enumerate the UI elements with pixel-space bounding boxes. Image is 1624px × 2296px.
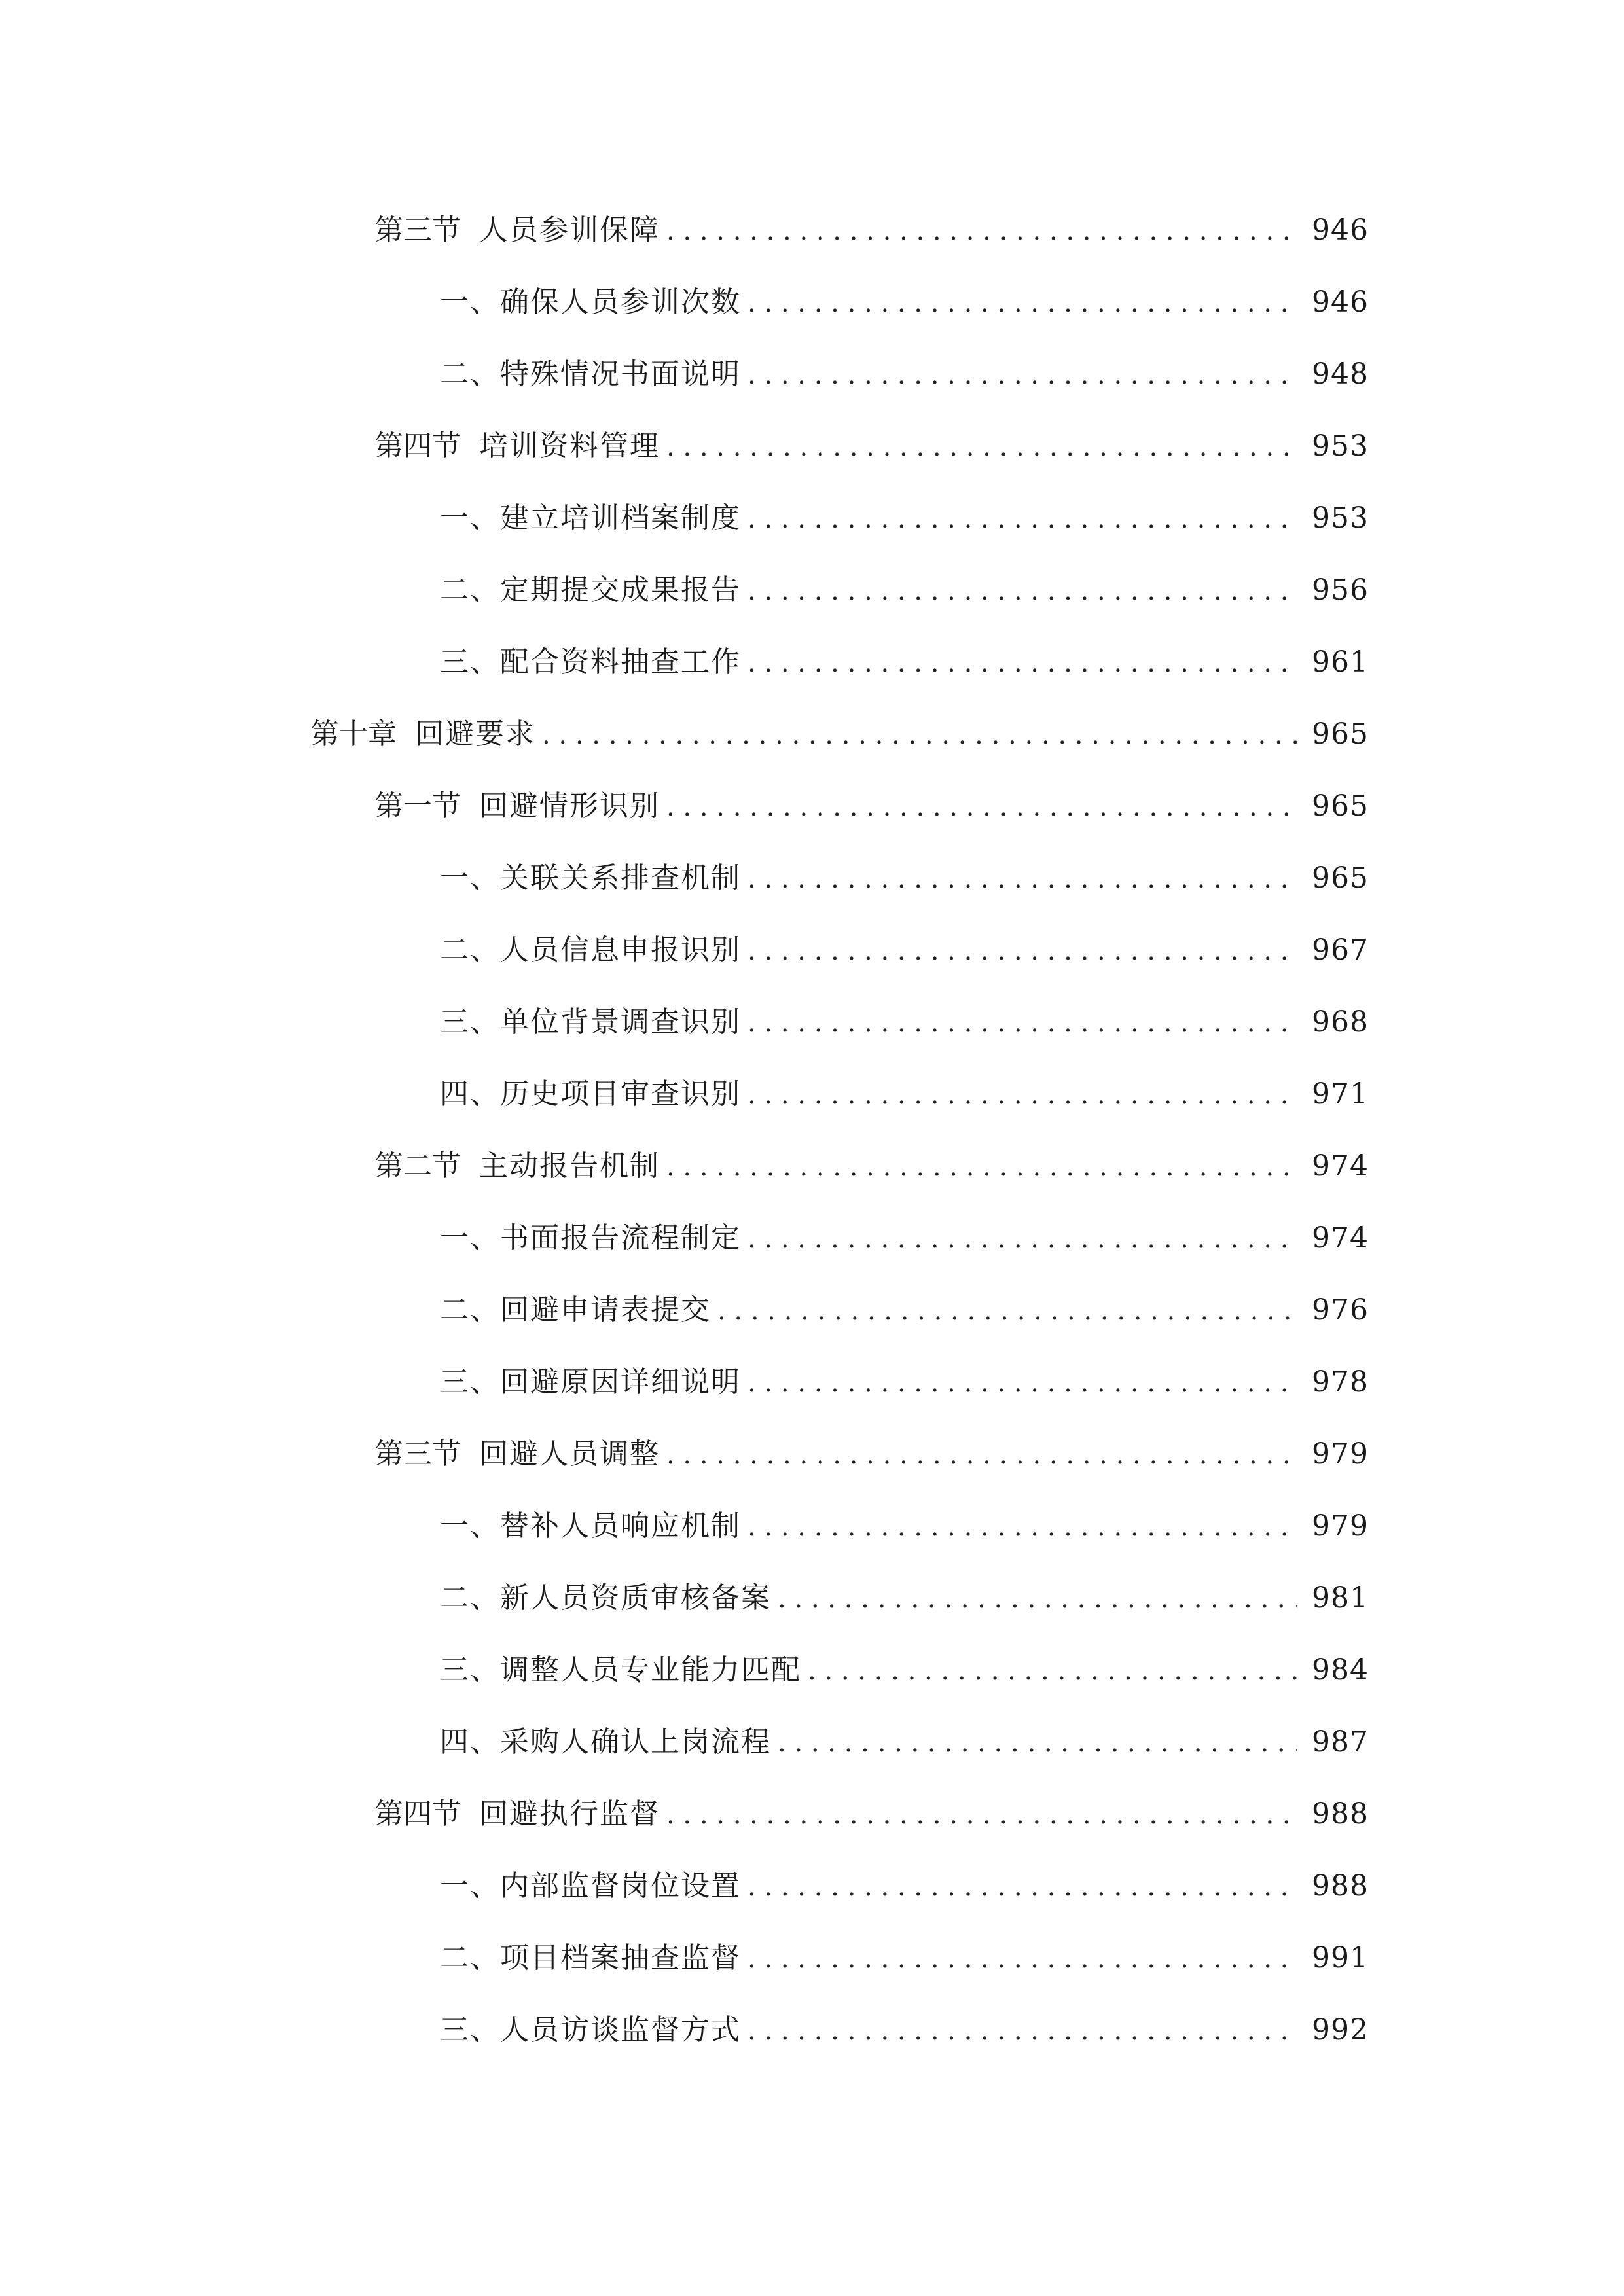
toc-entry[interactable] — [0, 195, 1624, 267]
toc-entry-title: 培训资料管理 — [479, 429, 660, 463]
toc-entry-page: 965 — [1312, 789, 1369, 823]
toc-entry[interactable] — [0, 987, 1624, 1059]
toc-entry[interactable] — [0, 699, 1624, 771]
toc-entry-page: 971 — [1312, 1077, 1369, 1111]
dot-leader — [808, 1651, 1297, 1691]
dot-leader — [748, 1867, 1297, 1907]
dot-leader — [748, 1363, 1297, 1403]
toc-entry-page: 968 — [1312, 1005, 1369, 1039]
dot-leader — [748, 931, 1297, 971]
toc-entry-number: 四、 — [440, 1725, 500, 1759]
toc-entry-title: 配合资料抽查工作 — [500, 645, 741, 679]
toc-entry[interactable] — [0, 483, 1624, 555]
toc-entry[interactable] — [0, 1563, 1624, 1635]
dot-leader — [666, 211, 1297, 251]
toc-entry-page: 965 — [1312, 717, 1369, 751]
toc-entry[interactable] — [0, 1419, 1624, 1491]
toc-entry[interactable] — [0, 843, 1624, 915]
toc-entry-title: 调整人员专业能力匹配 — [500, 1653, 801, 1687]
toc-entry-page: 984 — [1312, 1653, 1369, 1687]
toc-entry-title: 书面报告流程制定 — [500, 1221, 741, 1255]
toc-entry-page: 988 — [1312, 1797, 1369, 1831]
dot-leader — [542, 715, 1297, 755]
toc-entry[interactable] — [0, 1491, 1624, 1563]
toc-entry-title: 确保人员参训次数 — [500, 285, 741, 319]
toc-entry-title: 人员参训保障 — [479, 213, 660, 247]
toc-entry-number: 三、 — [440, 1365, 500, 1399]
toc-entry-title: 采购人确认上岗流程 — [500, 1725, 771, 1759]
toc-entry-page: 961 — [1312, 645, 1369, 679]
toc-entry[interactable] — [0, 1059, 1624, 1131]
toc-entry-page: 979 — [1312, 1509, 1369, 1543]
dot-leader — [666, 1795, 1297, 1835]
dot-leader — [748, 1939, 1297, 1979]
toc-entry-number: 一、 — [440, 1221, 500, 1255]
dot-leader — [778, 1579, 1297, 1619]
toc-entry-title: 单位背景调查识别 — [500, 1005, 741, 1039]
toc-entry[interactable] — [0, 771, 1624, 843]
dot-leader — [748, 1003, 1297, 1043]
toc-entry-number: 一、 — [440, 285, 500, 319]
toc-entry-number: 第三节 — [374, 213, 461, 247]
toc-entry-page: 992 — [1312, 2013, 1369, 2047]
toc-entry[interactable] — [0, 339, 1624, 411]
toc-entry-number: 二、 — [440, 573, 500, 607]
toc-entry-title: 回避情形识别 — [479, 789, 660, 823]
toc-entry-number: 二、 — [440, 1581, 500, 1615]
toc-entry-page: 953 — [1312, 429, 1369, 463]
toc-entry[interactable] — [0, 1131, 1624, 1203]
dot-leader — [717, 1291, 1297, 1331]
toc-entry-number: 一、 — [440, 1509, 500, 1543]
dot-leader — [748, 283, 1297, 323]
toc-entry-number: 二、 — [440, 933, 500, 967]
toc-entry-title: 人员访谈监督方式 — [500, 2013, 741, 2047]
toc-entry[interactable] — [0, 1635, 1624, 1707]
toc-entry-page: 978 — [1312, 1365, 1369, 1399]
dot-leader — [666, 1435, 1297, 1475]
toc-entry-title: 历史项目审查识别 — [500, 1077, 741, 1111]
toc-entry-page: 946 — [1312, 285, 1369, 319]
dot-leader — [666, 1147, 1297, 1187]
dot-leader — [748, 859, 1297, 899]
toc-entry[interactable] — [0, 1995, 1624, 2067]
toc-entry-number: 第四节 — [374, 1797, 461, 1831]
toc-entry[interactable] — [0, 1851, 1624, 1923]
dot-leader — [748, 355, 1297, 395]
toc-entry-number: 三、 — [440, 1005, 500, 1039]
toc-entry-page: 988 — [1312, 1869, 1369, 1903]
toc-entry[interactable] — [0, 411, 1624, 483]
toc-entry[interactable] — [0, 267, 1624, 339]
toc-entry-number: 三、 — [440, 645, 500, 679]
toc-entry[interactable] — [0, 1707, 1624, 1779]
toc-entry-title: 关联关系排查机制 — [500, 861, 741, 895]
toc-entry-number: 第四节 — [374, 429, 461, 463]
toc-entry-page: 953 — [1312, 501, 1369, 535]
toc-entry-number: 第三节 — [374, 1437, 461, 1471]
dot-leader — [778, 1723, 1297, 1763]
toc-entry-page: 976 — [1312, 1293, 1369, 1327]
toc-entry-title: 主动报告机制 — [479, 1149, 660, 1183]
toc-entry-number: 第二节 — [374, 1149, 461, 1183]
toc-entry-title: 回避原因详细说明 — [500, 1365, 741, 1399]
toc-entry-page: 981 — [1312, 1581, 1369, 1615]
dot-leader — [666, 427, 1297, 467]
toc-entry-title: 回避人员调整 — [479, 1437, 660, 1471]
toc-entry-page: 974 — [1312, 1221, 1369, 1255]
toc-entry-page: 946 — [1312, 213, 1369, 247]
toc-entry-page: 991 — [1312, 1941, 1369, 1975]
dot-leader — [748, 643, 1297, 683]
table-of-contents — [0, 195, 1624, 2067]
toc-entry-title: 建立培训档案制度 — [500, 501, 741, 535]
dot-leader — [748, 1507, 1297, 1547]
toc-entry[interactable] — [0, 555, 1624, 627]
toc-entry-number: 二、 — [440, 1293, 500, 1327]
toc-entry[interactable] — [0, 1923, 1624, 1995]
toc-entry-page: 956 — [1312, 573, 1369, 607]
toc-entry-number: 一、 — [440, 1869, 500, 1903]
toc-entry-page: 987 — [1312, 1725, 1369, 1759]
toc-entry-title: 定期提交成果报告 — [500, 573, 741, 607]
dot-leader — [666, 787, 1297, 827]
toc-entry-page: 967 — [1312, 933, 1369, 967]
toc-entry[interactable] — [0, 1779, 1624, 1851]
toc-entry-title: 替补人员响应机制 — [500, 1509, 741, 1543]
toc-entry-number: 一、 — [440, 861, 500, 895]
dot-leader — [748, 2011, 1297, 2051]
toc-entry-number: 一、 — [440, 501, 500, 535]
toc-entry-number: 第十章 — [310, 717, 397, 751]
toc-entry-title: 回避申请表提交 — [500, 1293, 711, 1327]
toc-entry-number: 第一节 — [374, 789, 461, 823]
toc-entry-page: 974 — [1312, 1149, 1369, 1183]
toc-entry-title: 内部监督岗位设置 — [500, 1869, 741, 1903]
toc-entry-number: 二、 — [440, 357, 500, 391]
toc-entry-title: 回避要求 — [415, 717, 535, 751]
toc-entry-title: 新人员资质审核备案 — [500, 1581, 771, 1615]
toc-entry-number: 三、 — [440, 2013, 500, 2047]
toc-entry-title: 回避执行监督 — [479, 1797, 660, 1831]
toc-entry[interactable] — [0, 915, 1624, 987]
toc-entry[interactable] — [0, 627, 1624, 699]
toc-entry-title: 特殊情况书面说明 — [500, 357, 741, 391]
toc-entry[interactable] — [0, 1347, 1624, 1419]
toc-entry[interactable] — [0, 1275, 1624, 1347]
toc-entry-title: 项目档案抽查监督 — [500, 1941, 741, 1975]
toc-entry-page: 948 — [1312, 357, 1369, 391]
dot-leader — [748, 1075, 1297, 1115]
toc-entry-title: 人员信息申报识别 — [500, 933, 741, 967]
toc-entry-page: 965 — [1312, 861, 1369, 895]
dot-leader — [748, 571, 1297, 611]
dot-leader — [748, 499, 1297, 539]
toc-entry-page: 979 — [1312, 1437, 1369, 1471]
toc-entry[interactable] — [0, 1203, 1624, 1275]
toc-entry-number: 三、 — [440, 1653, 500, 1687]
dot-leader — [748, 1219, 1297, 1259]
toc-entry-number: 二、 — [440, 1941, 500, 1975]
toc-entry-number: 四、 — [440, 1077, 500, 1111]
